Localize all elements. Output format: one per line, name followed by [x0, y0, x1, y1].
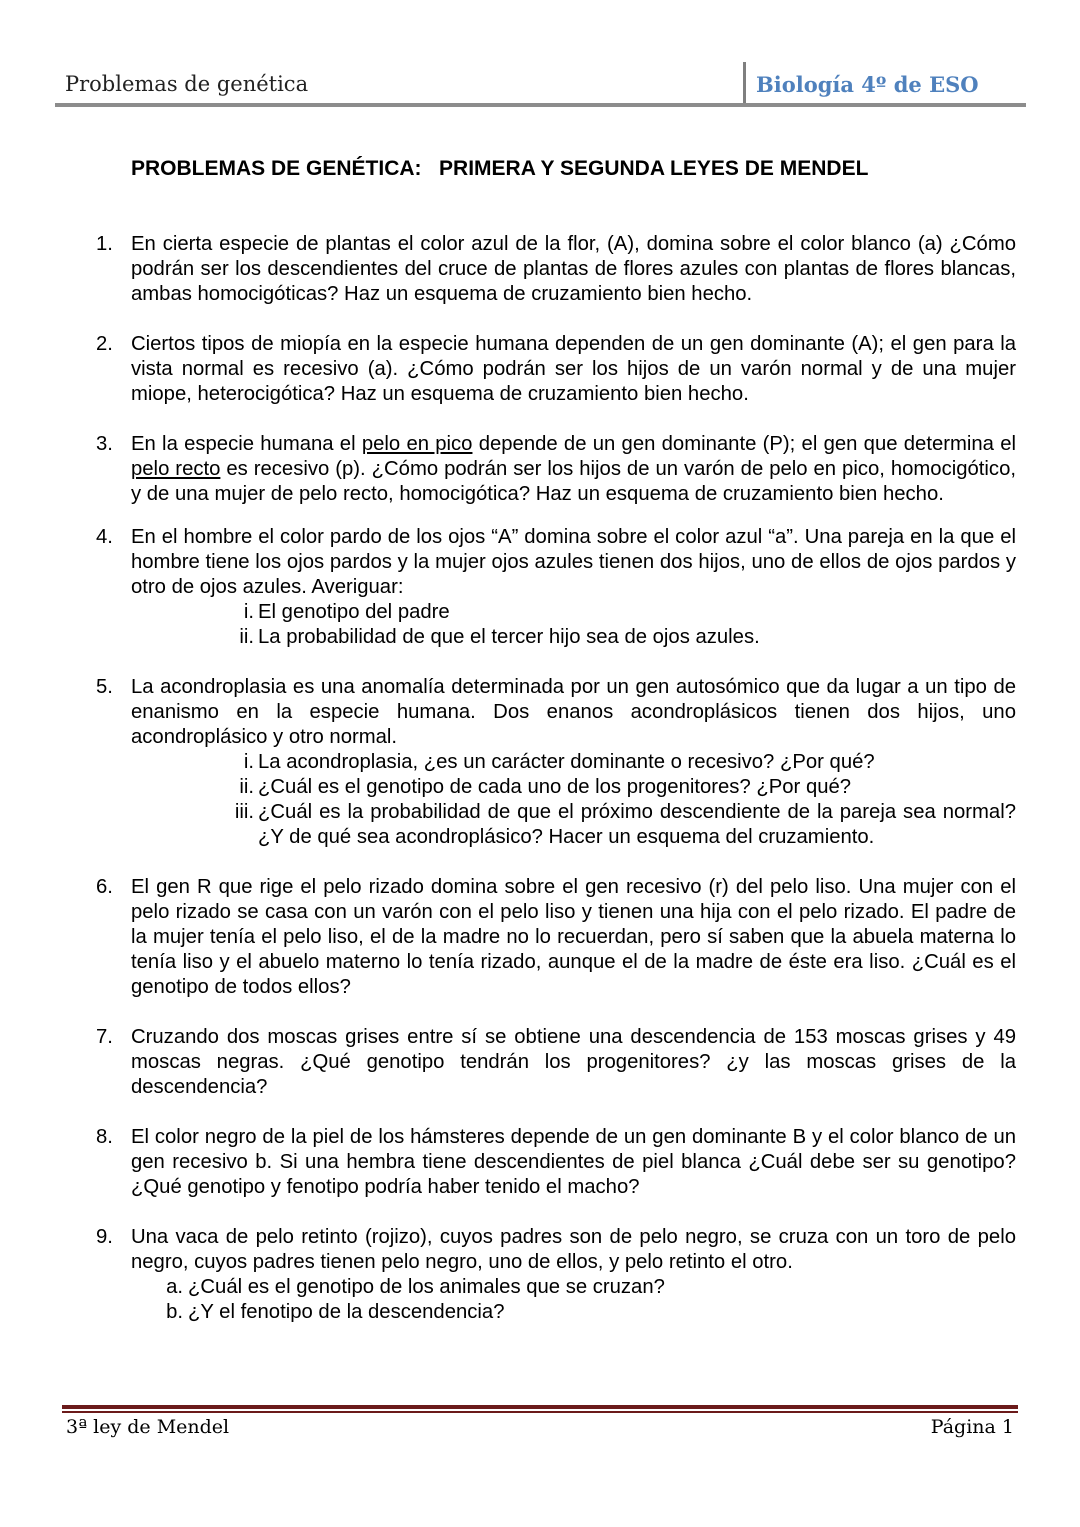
sub-text: ¿Y el fenotipo de la descendencia?: [188, 1301, 505, 1323]
sub-marker: i.: [243, 751, 254, 773]
problem-number: 7.: [96, 1026, 113, 1048]
sub-marker: ii.: [239, 776, 254, 798]
footer-rule: [62, 1405, 1018, 1409]
header-doc-title: Problemas de genética: [65, 72, 309, 96]
problem-9: [96, 1225, 1016, 1325]
header-course: Biología 4º de ESO: [756, 72, 979, 97]
sub-question: [131, 750, 1016, 775]
problem-2: [96, 332, 1016, 407]
problem-text: Cruzando dos moscas grises entre sí se obtiene una descendencia de 153 moscas grises y 49 moscas negras. ¿Qué genotipo tendrán los progenitores? ¿y las moscas grises de la descendencia?: [131, 1026, 1016, 1098]
sub-question: [131, 1275, 1016, 1300]
problem-text: En el hombre el color pardo de los ojos “A” domina sobre el color azul “a”. Una pareja en la que el hombre tiene los ojos pardos y la mujer ojos azules tienen dos hijos, uno de ellos de ojos pardos y otro de ojos azules. Averiguar:: [131, 526, 1016, 598]
problem-number: 6.: [96, 876, 113, 898]
sub-text: ¿Cuál es el genotipo de cada uno de los progenitores? ¿Por qué?: [258, 776, 852, 798]
sub-text: ¿Cuál es el genotipo de los animales que se cruzan?: [188, 1276, 665, 1298]
sub-question: [131, 625, 1016, 650]
sub-marker: a.: [166, 1276, 183, 1298]
footer-rule-thin: [62, 1411, 1018, 1413]
header-divider: [743, 62, 746, 104]
problem-number: 3.: [96, 433, 113, 455]
problem-number: 2.: [96, 333, 113, 355]
sub-text: La probabilidad de que el tercer hijo sea de ojos azules.: [258, 626, 760, 648]
page-number: Página 1: [930, 1416, 1014, 1438]
problem-number: 8.: [96, 1126, 113, 1148]
problem-text: En cierta especie de plantas el color azul de la flor, (A), domina sobre el color blanco (a) ¿Cómo podrán ser los descendientes del cruce de plantas de flores azules con plantas de flores blancas, ambas homocigóticas? Haz un esquema de cruzamiento bien hecho.: [131, 233, 1016, 305]
sub-question: [131, 600, 1016, 625]
problem-7: [96, 1025, 1016, 1100]
sub-text: ¿Cuál es la probabilidad de que el próximo descendiente de la pareja sea normal? ¿Y de qué sea acondroplásico? Hacer un esquema del cruzamiento.: [258, 801, 1016, 848]
problem-5: [96, 675, 1016, 850]
underlined-term: pelo en pico: [361, 433, 473, 455]
problem-4: [96, 525, 1016, 650]
problem-text-part: es recesivo (p). ¿Cómo podrán ser los hijos de un varón de pelo en pico, homocigótico, y de una mujer de pelo recto, homocigótica? Haz un esquema de cruzamiento bien hecho.: [131, 458, 1016, 505]
page-header: [55, 62, 1026, 106]
problem-number: 1.: [96, 233, 113, 255]
underlined-term: pelo recto: [131, 458, 221, 480]
sub-marker: i.: [243, 601, 254, 623]
problem-text: Una vaca de pelo retinto (rojizo), cuyos padres son de pelo negro, se cruza con un toro de pelo negro, cuyos padres tienen pelo negro, uno de ellos, y pelo retinto el otro.: [131, 1226, 1016, 1273]
problem-list: [96, 232, 1016, 1325]
sub-question: [131, 800, 1016, 850]
problem-text: Ciertos tipos de miopía en la especie humana dependen de un gen dominante (A); el gen para la vista normal es recesivo (a). ¿Cómo podrán ser los hijos de un varón normal y de una mujer miope, heterocigótica? Haz un esquema de cruzamiento bien hecho.: [131, 333, 1016, 405]
problem-number: 5.: [96, 676, 113, 698]
problem-8: [96, 1125, 1016, 1200]
problem-number: 9.: [96, 1226, 113, 1248]
page-title: PROBLEMAS DE GENÉTICA: PRIMERA Y SEGUNDA LEYES DE MENDEL: [131, 157, 869, 180]
problem-text: El color negro de la piel de los hámsteres depende de un gen dominante B y el color blanco de un gen recesivo b. Si una hembra tiene descendientes de piel blanca ¿Cuál debe ser su genotipo?¿Qué genotipo y fenotipo podría haber tenido el macho?: [131, 1126, 1016, 1198]
sub-question: [131, 1300, 1016, 1325]
sub-marker: b.: [166, 1301, 183, 1323]
sub-marker: ii.: [239, 626, 254, 648]
problem-3: [96, 432, 1016, 507]
sub-question: [131, 775, 1016, 800]
sub-text: La acondroplasia, ¿es un carácter dominante o recesivo? ¿Por qué?: [258, 751, 875, 773]
problem-text: El gen R que rige el pelo rizado domina sobre el gen recesivo (r) del pelo liso. Una mujer con el pelo rizado se casa con un varón con el pelo liso y tienen una hija con el pelo rizado. El padre de la mujer tenía el pelo liso, el de la madre no lo recuerdan, pero sí saben que la abuela materna lo tenía liso y el abuelo materno lo tenía rizado, aunque el de la madre de éste era liso. ¿Cuál es el genotipo de todos ellos?: [131, 876, 1016, 998]
problem-number: 4.: [96, 526, 113, 548]
sub-text: El genotipo del padre: [258, 601, 450, 623]
problem-text-part: depende de un gen dominante (P); el gen que determina el: [472, 433, 1016, 455]
footer-section-label: 3ª ley de Mendel: [66, 1416, 230, 1438]
header-rule: [55, 103, 1026, 107]
problem-1: [96, 232, 1016, 307]
problem-text: La acondroplasia es una anomalía determinada por un gen autosómico que da lugar a un tipo de enanismo en la especie humana. Dos enanos acondroplásicos tienen dos hijos, uno acondroplásico y otro normal.: [131, 676, 1016, 748]
problem-text-part: En la especie humana el: [131, 433, 362, 455]
sub-marker: iii.: [234, 801, 254, 823]
problem-6: [96, 875, 1016, 1000]
